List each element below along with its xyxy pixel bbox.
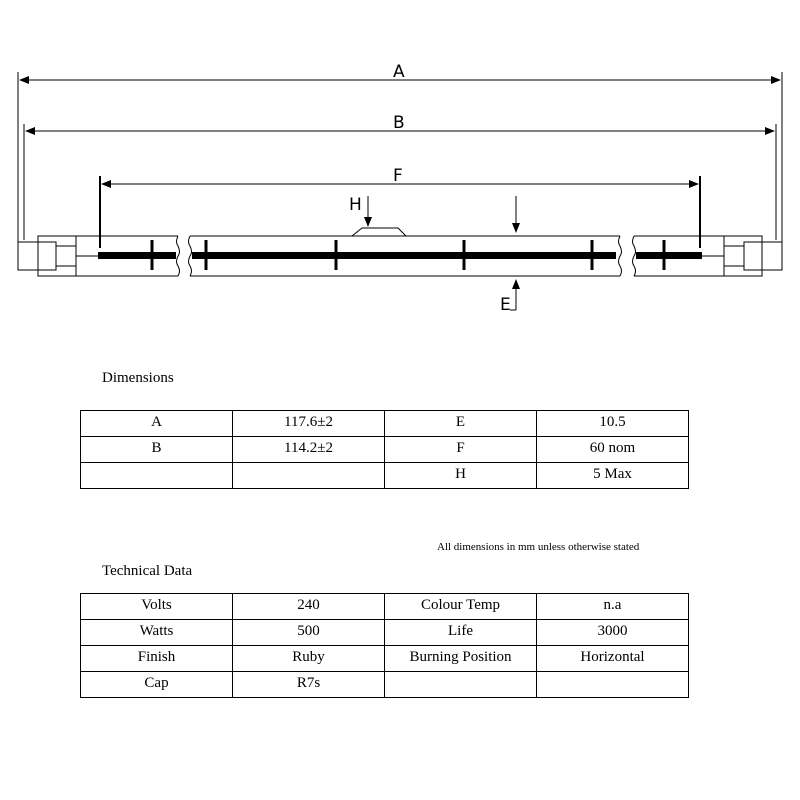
filament	[98, 252, 702, 259]
table-row	[81, 411, 689, 437]
table-cell: H	[385, 463, 537, 489]
label-f: F	[393, 166, 403, 186]
technical-data-title: Technical Data	[102, 563, 193, 579]
table-cell: Burning Position	[385, 646, 537, 672]
table-cell: Colour Temp	[385, 594, 537, 620]
technical-data-table	[80, 593, 689, 698]
table-row	[81, 463, 689, 489]
table-cell: Ruby	[233, 646, 385, 672]
table-cell: R7s	[233, 672, 385, 698]
table-cell: Life	[385, 620, 537, 646]
lamp-dimension-diagram	[0, 0, 800, 330]
table-row	[81, 672, 689, 698]
table-cell: A	[81, 411, 233, 437]
table-cell: n.a	[537, 594, 689, 620]
table-row	[81, 594, 689, 620]
left-end-cap	[18, 236, 98, 276]
table-cell: 114.2±2	[233, 437, 385, 463]
table-cell: Watts	[81, 620, 233, 646]
table-cell: E	[385, 411, 537, 437]
table-cell: 117.6±2	[233, 411, 385, 437]
table-row	[81, 437, 689, 463]
table-cell: Finish	[81, 646, 233, 672]
table-cell: B	[81, 437, 233, 463]
table-cell: Volts	[81, 594, 233, 620]
table-cell: 5 Max	[537, 463, 689, 489]
table-cell: 240	[233, 594, 385, 620]
table-cell: 3000	[537, 620, 689, 646]
table-cell: Horizontal	[537, 646, 689, 672]
label-b: B	[393, 113, 405, 133]
units-note: All dimensions in mm unless otherwise stated	[437, 541, 640, 553]
label-h: H	[349, 195, 362, 215]
table-cell	[81, 463, 233, 489]
table-cell: F	[385, 437, 537, 463]
table-cell	[537, 672, 689, 698]
label-e: E	[500, 295, 511, 315]
table-cell: 500	[233, 620, 385, 646]
table-row	[81, 620, 689, 646]
table-cell	[233, 463, 385, 489]
table-cell: Cap	[81, 672, 233, 698]
table-cell: 10.5	[537, 411, 689, 437]
table-row	[81, 646, 689, 672]
right-end-cap	[702, 236, 782, 276]
dimensions-title: Dimensions	[102, 370, 174, 386]
dimensions-table	[80, 410, 689, 489]
label-a: A	[393, 62, 405, 82]
table-cell: 60 nom	[537, 437, 689, 463]
table-cell	[385, 672, 537, 698]
